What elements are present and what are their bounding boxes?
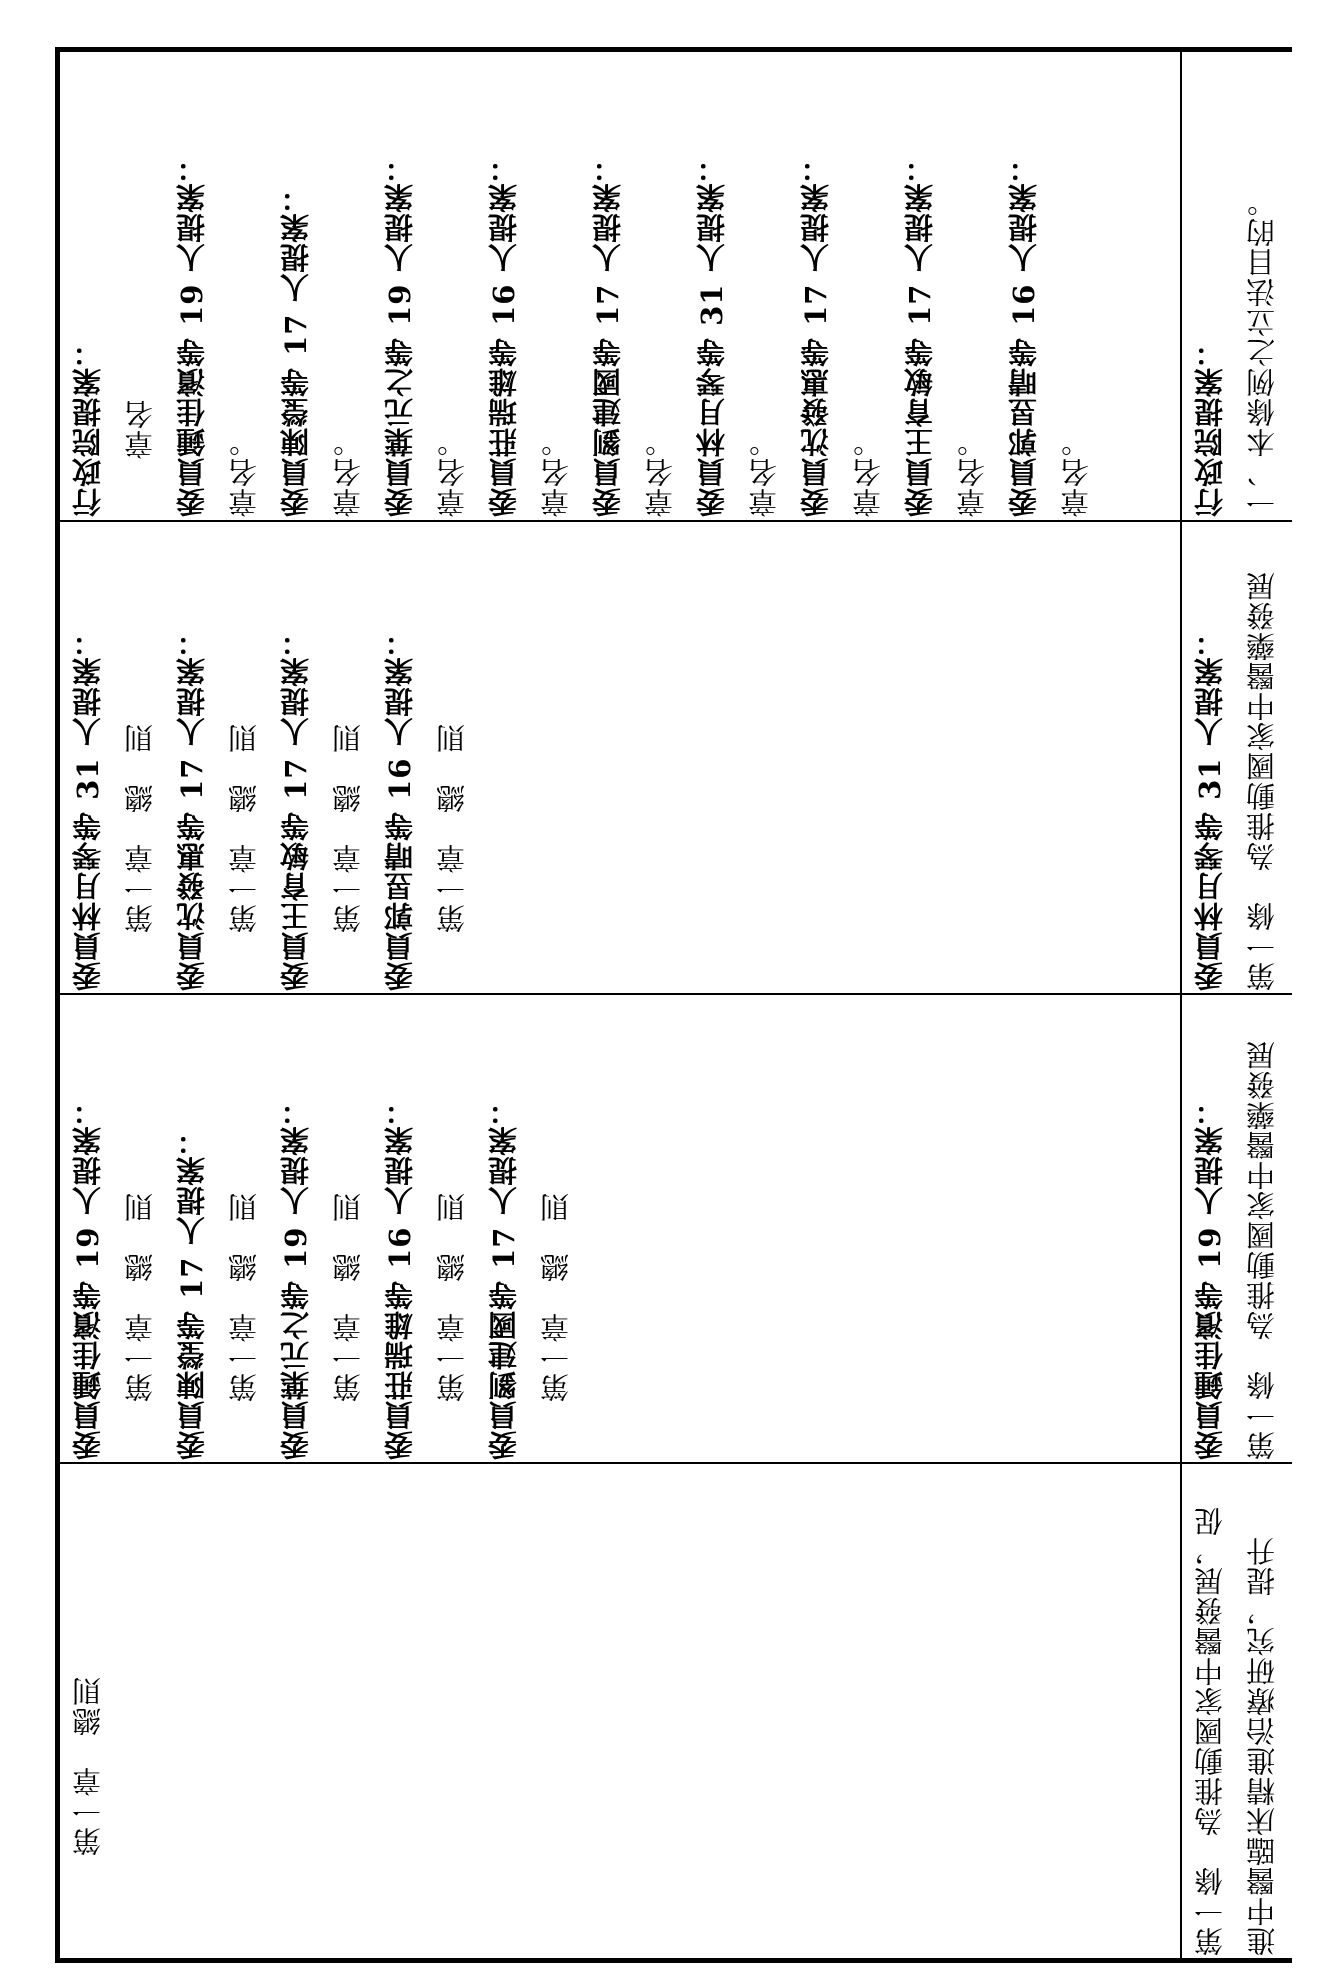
row1-header-line-2: 一、本條例之立法目的。 [1245,187,1279,517]
row2-body-line-7: 委員郭昱晴等 16 人提案： [383,626,417,991]
row4-header-cell [1184,1476,1288,1956]
row3-body-line-4: 第一章 總 則 [227,1192,261,1402]
row3-body-line-5: 委員葉元之等 19 人提案： [279,1095,313,1460]
row2-body-line-3: 委員沈發惠等 17 人提案： [175,626,209,991]
row3-body-line-2: 第一章 總 則 [123,1192,157,1402]
row1-body-line-2: 章名 [123,399,157,459]
row1-body-line-15: 委員沈發惠等 17 人提案： [799,152,833,517]
row2-body-cell [62,535,1174,991]
row1-header-line-1: 行政院提案： [1193,337,1227,517]
table-border-left [55,47,60,1963]
row3-body-line-10: 第一章 總 則 [539,1192,573,1402]
row1-body-line-19: 委員郭昱晴等 16 人提案： [1007,152,1041,517]
row4-header-line-1: 第一條 為推動國家中醫發展，促 [1193,1506,1227,1956]
column-divider [1180,47,1182,1963]
row4-body-line-1: 第一章 總則 [71,1676,105,1856]
row2-header-cell [1184,535,1288,991]
row3-header-line-1: 委員鍾佳濱等 19 人提案： [1193,1095,1227,1460]
table-border-top [55,47,1292,52]
table-border-bottom [55,1958,1292,1963]
row3-body-line-9: 委員劉建國等 17 人提案： [487,1095,521,1460]
row1-body-line-11: 委員劉建國等 17 人提案： [591,152,625,517]
row2-header-line-1: 委員林月琴等 31 人提案： [1193,626,1227,991]
row1-body-line-1: 行政院提案： [71,337,105,517]
row3-body-line-3: 委員陳瑩等 17 人提案： [175,1125,209,1460]
row1-body-line-14: 章名。 [747,427,781,517]
row1-body-line-3: 委員鍾佳濱等 19 人提案： [175,152,209,517]
row1-body-line-6: 章名。 [331,427,365,517]
row3-body-line-1: 委員鍾佳濱等 19 人提案： [71,1095,105,1460]
row2-body-line-8: 第一章 總 則 [435,723,469,933]
row4-body-cell [62,1476,1174,1956]
row1-header-cell [1184,62,1288,517]
row1-body-line-17: 委員王育敏等 17 人提案： [903,152,937,517]
row-divider-1 [55,520,1292,522]
row2-body-line-5: 委員王育敏等 17 人提案： [279,626,313,991]
row1-body-line-8: 章名。 [435,427,469,517]
row-divider-3 [55,1462,1292,1464]
row1-body-line-18: 章名。 [955,427,989,517]
row1-body-line-4: 章名。 [227,427,261,517]
row3-body-line-7: 委員莊瑞雄等 16 人提案： [383,1095,417,1460]
row2-body-line-4: 第一章 總 則 [227,723,261,933]
row1-body-line-5: 委員陳瑩等 17 人提案： [279,182,313,517]
row4-header-line-2: 進中醫臨床精進治療研究，提升 [1245,1536,1279,1956]
row1-body-line-20: 章名。 [1059,427,1093,517]
row2-body-line-1: 委員林月琴等 31 人提案： [71,626,105,991]
row1-body-line-13: 委員林月琴等 31 人提案： [695,152,729,517]
row2-body-line-2: 第一章 總 則 [123,723,157,933]
row1-body-line-10: 章名。 [539,427,573,517]
row1-body-cell [62,62,1174,517]
row3-body-cell [62,1008,1174,1460]
row1-body-line-7: 委員葉元之等 19 人提案： [383,152,417,517]
row3-header-line-2: 第一條 為推動國家中醫藥發展 [1245,1040,1279,1460]
row2-header-line-2: 第一條 為推動國家中醫藥發展 [1245,571,1279,991]
row2-body-line-6: 第一章 總 則 [331,723,365,933]
row1-body-line-12: 章名。 [643,427,677,517]
row3-body-line-6: 第一章 總 則 [331,1192,365,1402]
row1-body-line-9: 委員莊瑞雄等 16 人提案： [487,152,521,517]
row-divider-2 [55,993,1292,995]
row1-body-line-16: 章名。 [851,427,885,517]
row3-body-line-8: 第一章 總 則 [435,1192,469,1402]
row3-header-cell [1184,1008,1288,1460]
